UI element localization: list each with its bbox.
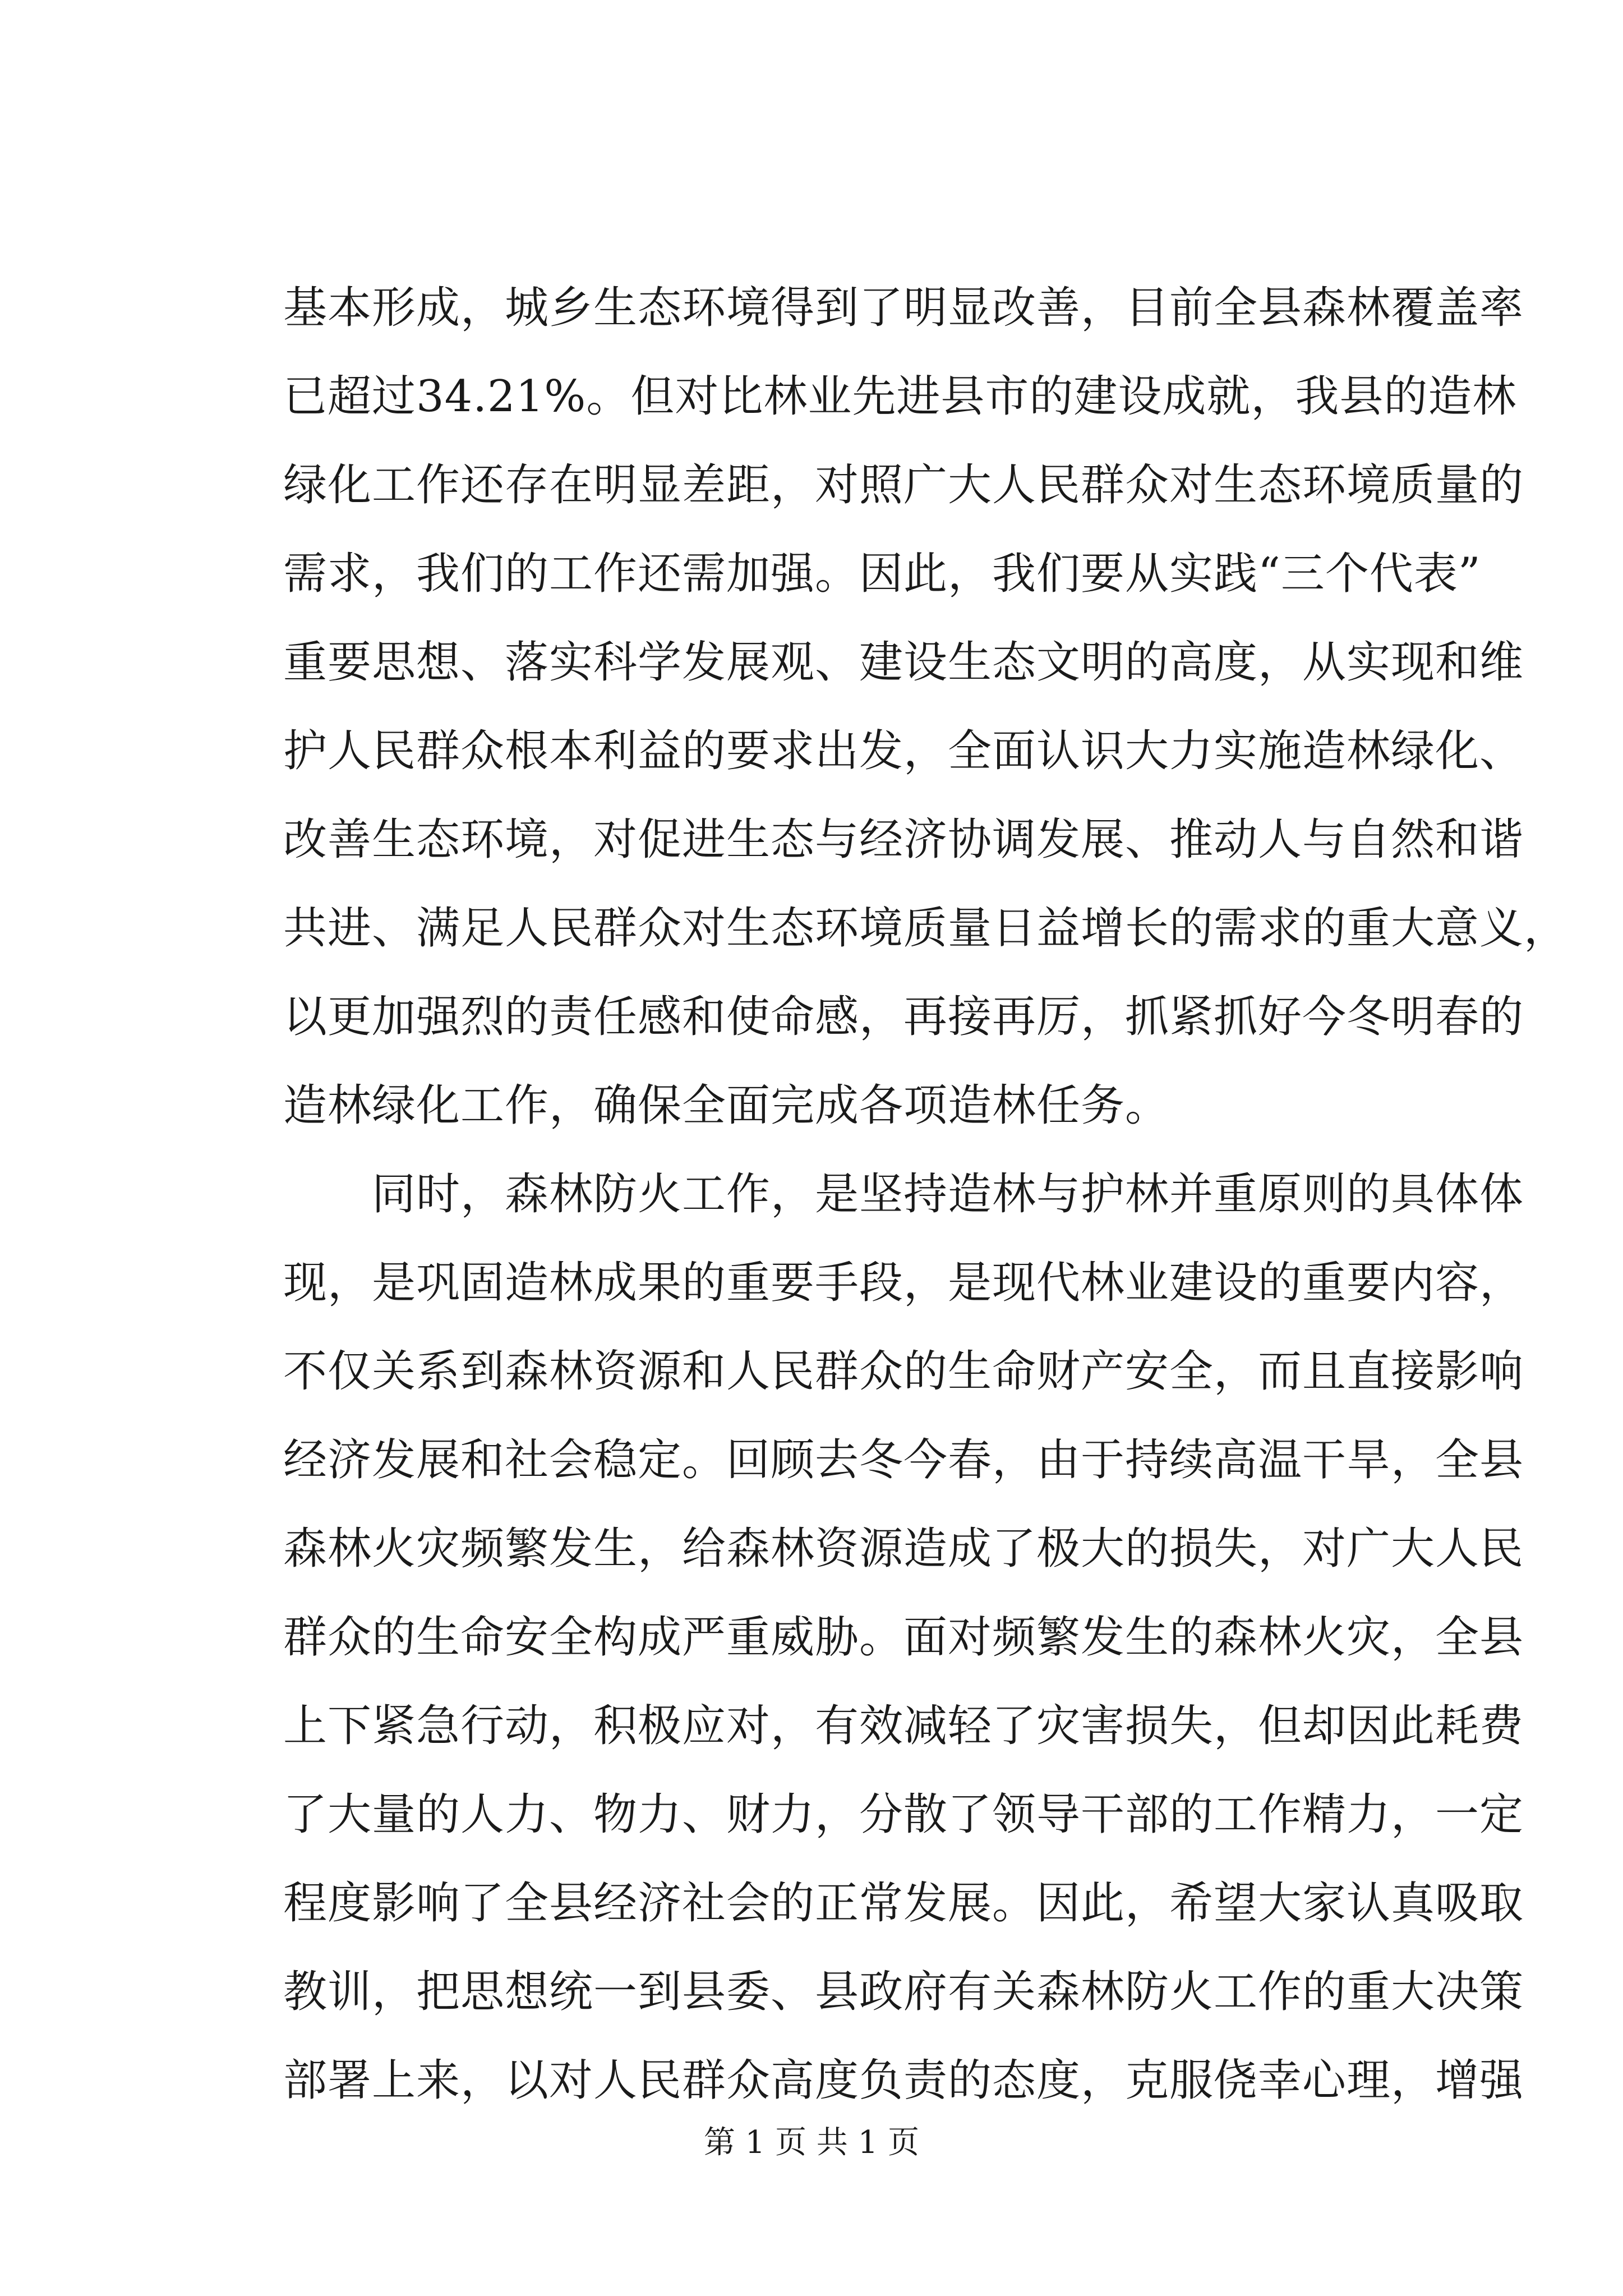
text-line: 共进、满足人民群众对生态环境质量日益增长的需求的重大意义， — [283, 903, 1569, 954]
text-line: 部署上来，以对人民群众高度负责的态度，克服侥幸心理，增强 — [283, 2055, 1524, 2106]
text-line: 上下紧急行动，积极应对，有效减轻了灾害损失，但却因此耗费 — [283, 1701, 1524, 1751]
text-line: 现，是巩固造林成果的重要手段，是现代林业建设的重要内容， — [283, 1258, 1524, 1308]
text-line: 以更加强烈的责任感和使命感，再接再厉，抓紧抓好今冬明春的 — [283, 992, 1524, 1042]
text-line: 森林火灾频繁发生，给森林资源造成了极大的损失，对广大人民 — [283, 1524, 1524, 1574]
text-line: 已超过34.21%。但对比林业先进县市的建设成就，我县的造林 — [283, 371, 1517, 422]
text-line: 基本形成，城乡生态环境得到了明显改善，目前全县森林覆盖率 — [283, 283, 1524, 333]
text-line: 重要思想、落实科学发展观、建设生态文明的高度，从实现和维 — [283, 637, 1524, 688]
text-line: 改善生态环境，对促进生态与经济协调发展、推动人与自然和谐 — [283, 815, 1524, 865]
text-line: 同时，森林防火工作，是坚持造林与护林并重原则的具体体 — [283, 1169, 1524, 1220]
text-line: 绿化工作还存在明显差距，对照广大人民群众对生态环境质量的 — [283, 460, 1524, 510]
text-line: 了大量的人力、物力、财力，分散了领导干部的工作精力，一定 — [283, 1789, 1524, 1840]
text-line: 经济发展和社会稳定。回顾去冬今春，由于持续高温干旱，全县 — [283, 1435, 1524, 1485]
body-text — [283, 264, 1569, 2125]
text-line: 护人民群众根本利益的要求出发，全面认识大力实施造林绿化、 — [283, 726, 1524, 776]
page-footer: 第 1 页 共 1 页 — [703, 2124, 920, 2161]
text-line: 造林绿化工作，确保全面完成各项造林任务。 — [283, 1080, 1170, 1131]
text-line: 程度影响了全县经济社会的正常发展。因此，希望大家认真吸取 — [283, 1878, 1524, 1929]
text-line: 不仅关系到森林资源和人民群众的生命财产安全，而且直接影响 — [283, 1346, 1524, 1397]
text-line: 教训，把思想统一到县委、县政府有关森林防火工作的重大决策 — [283, 1967, 1524, 2017]
text-line: 群众的生命安全构成严重威胁。面对频繁发生的森林火灾，全县 — [283, 1612, 1524, 1663]
text-line: 需求，我们的工作还需加强。因此，我们要从实践“三个代表” — [283, 549, 1481, 599]
